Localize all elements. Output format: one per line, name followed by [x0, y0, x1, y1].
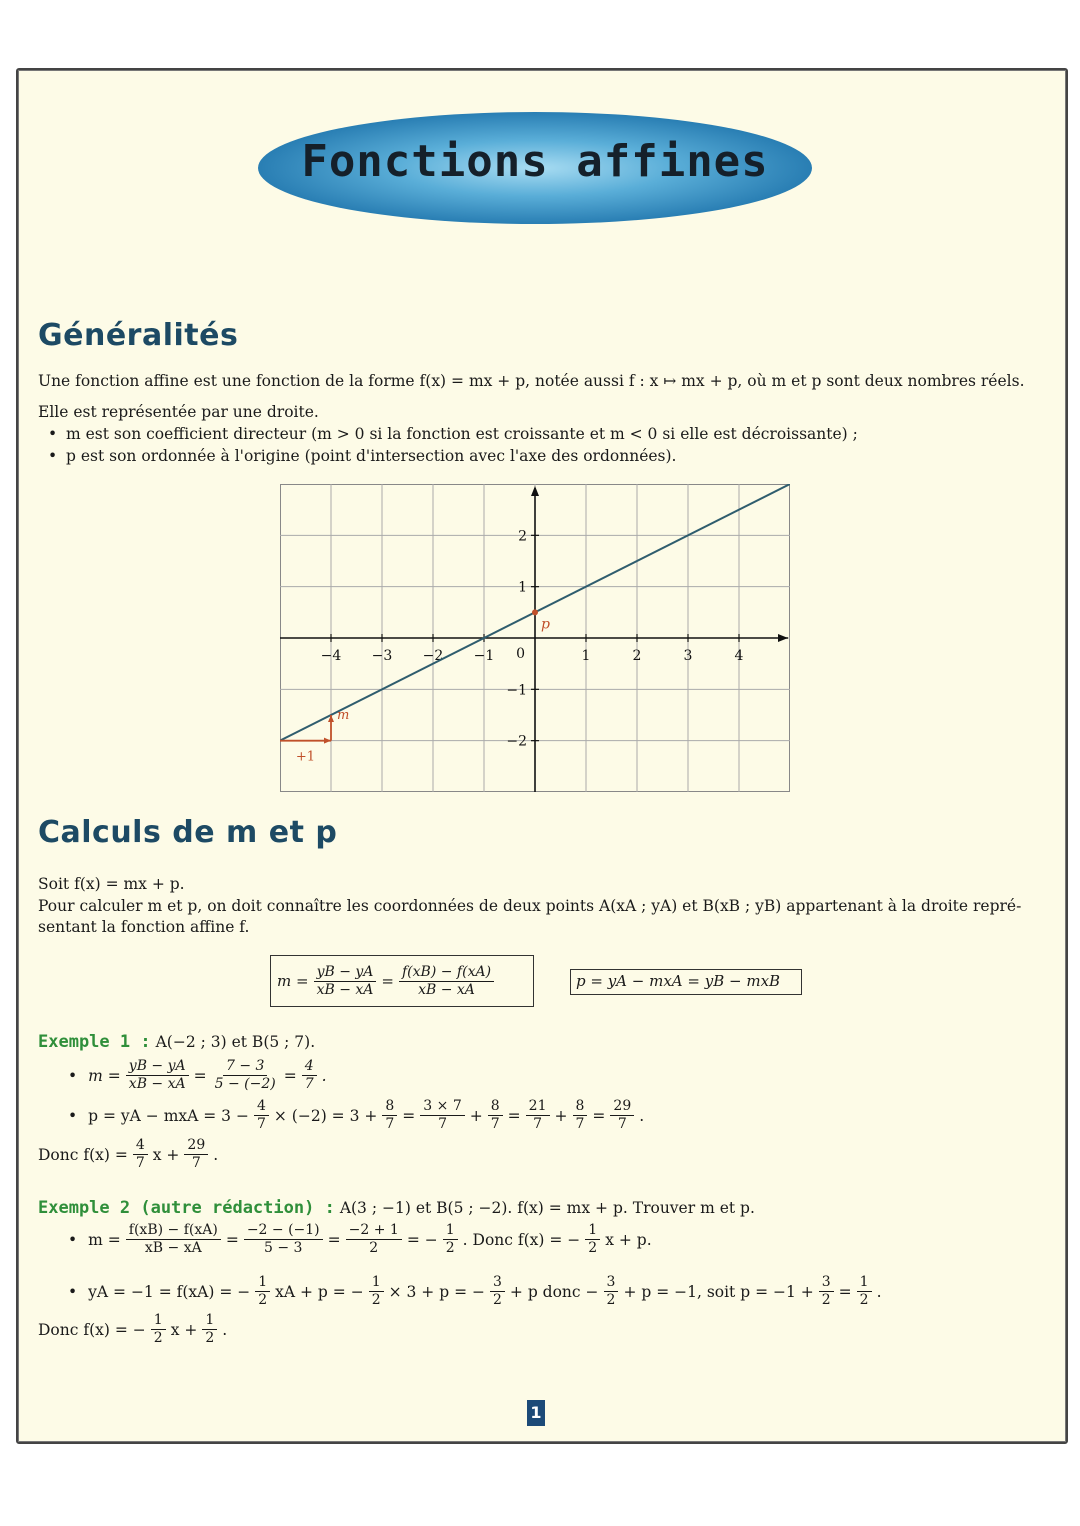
exemple2-donc: Donc f(x) = − $\frac{1}{2}$ x + $\frac{1}{2}$ .	[38, 1312, 228, 1346]
y-tick-label: −1	[506, 682, 527, 699]
p-label: p	[541, 616, 550, 633]
soit-text: Soit f(x) = mx + p.	[38, 875, 185, 893]
affine-graph	[280, 484, 790, 792]
formula-p-box	[570, 969, 802, 995]
pour-calculer-text: Pour calculer m et p, on doit connaître les coordonnées de deux points A(xA ; yA) et B(xB ; yB) appartenant à la droite repré-	[38, 897, 1022, 915]
exemple2-m-line: • m = $\frac{f(xB) - f(xA)}{xB - xA}$ = $\frac{-2 - (-1)}{5 - 3}$ = $\frac{-2 + 1}{2}$ = − $\frac{1}{2}$ . Donc f(x) = − $\frac{1}{2}$ x + p.	[68, 1222, 652, 1257]
x-tick-label: 1	[581, 648, 591, 664]
x-tick-label: −4	[320, 648, 342, 664]
x-tick-label: 2	[632, 648, 642, 664]
step-label: +1	[295, 749, 316, 765]
heading-generalites: Généralités	[38, 318, 239, 353]
y-tick-label: 2	[518, 528, 527, 545]
intro-text: Une fonction affine est une fonction de la forme f(x) = mx + p, notée aussi f : x ↦ mx + p, où m et p sont deux nombres réels.	[38, 372, 1025, 390]
exemple1-points: A(−2 ; 3) et B(5 ; 7).	[155, 1033, 316, 1051]
exemple2-y-line: • yA = −1 = f(xA) = − $\frac{1}{2}$ xA + p = − $\frac{1}{2}$ × 3 + p = − $\frac{3}{2}$ + p donc − $\frac{3}{2}$ + p = −1, soit p = −1 + $\frac{3}{2}$ = $\frac{1}{2}$ .	[68, 1274, 882, 1309]
formula-p: p = yA − mxA = yB − mxB	[576, 972, 781, 990]
bullet-m: • m est son coefficient directeur (m > 0 si la fonction est croissante et m < 0 si elle est décroissante) ;	[66, 423, 858, 445]
formula-m-box	[270, 955, 534, 1007]
properties-list	[66, 423, 858, 467]
heading-calculs: Calculs de m et p	[38, 815, 338, 850]
exemple1-m-line: • m = $\frac{yB - yA}{xB - xA}$ = $\frac{7 - 3}{5 - (-2)}$ = $\frac{4}{7}$ .	[68, 1058, 327, 1093]
pour-calculer-text-2: sentant la fonction affine f.	[38, 918, 250, 936]
exemple2-header	[38, 1198, 755, 1218]
x-tick-label: −3	[371, 648, 393, 664]
exemple1-donc: Donc f(x) = $\frac{4}{7}$ x + $\frac{29}{7}$ .	[38, 1137, 219, 1171]
exemple1-label: Exemple 1 :	[38, 1032, 151, 1052]
x-tick-label: −1	[473, 648, 495, 664]
page-number: 1	[527, 1400, 545, 1426]
page-title: Fonctions affines	[301, 136, 769, 187]
exemple2-statement: A(3 ; −1) et B(5 ; −2). f(x) = mx + p. Trouver m et p.	[339, 1199, 755, 1217]
droite-text: Elle est représentée par une droite.	[38, 403, 319, 421]
y-tick-label: 1	[518, 579, 527, 596]
x-tick-label: 3	[683, 648, 693, 664]
formula-m-frac2: $\frac{f(xB) - f(xA)}{xB - xA}$	[399, 964, 494, 999]
bullet-p: • p est son ordonnée à l'origine (point d'intersection avec l'axe des ordonnées).	[66, 445, 858, 467]
y-tick-label: −2	[506, 733, 527, 750]
formula-m-frac1: $\frac{yB - yA}{xB - xA}$	[314, 964, 377, 999]
p-point	[532, 609, 538, 615]
formula-m-eq: =	[381, 972, 394, 990]
x-tick-label: −2	[422, 648, 444, 664]
formula-m-lhs: m =	[277, 972, 309, 990]
exemple2-label: Exemple 2 (autre rédaction) :	[38, 1198, 335, 1218]
m-label: m	[337, 708, 350, 723]
x-tick-label: 4	[734, 648, 744, 664]
origin-label: 0	[516, 646, 525, 662]
exemple1-header	[38, 1032, 315, 1052]
exemple1-p-line: • p = yA − mxA = 3 − $\frac{4}{7}$ × (−2) = 3 + $\frac{8}{7}$ = $\frac{3 \times 7}{7}$ + $\frac{8}{7}$ = $\frac{21}{7}$ + $\frac{8}{7}$ = $\frac{29}{7}$ .	[68, 1098, 644, 1133]
